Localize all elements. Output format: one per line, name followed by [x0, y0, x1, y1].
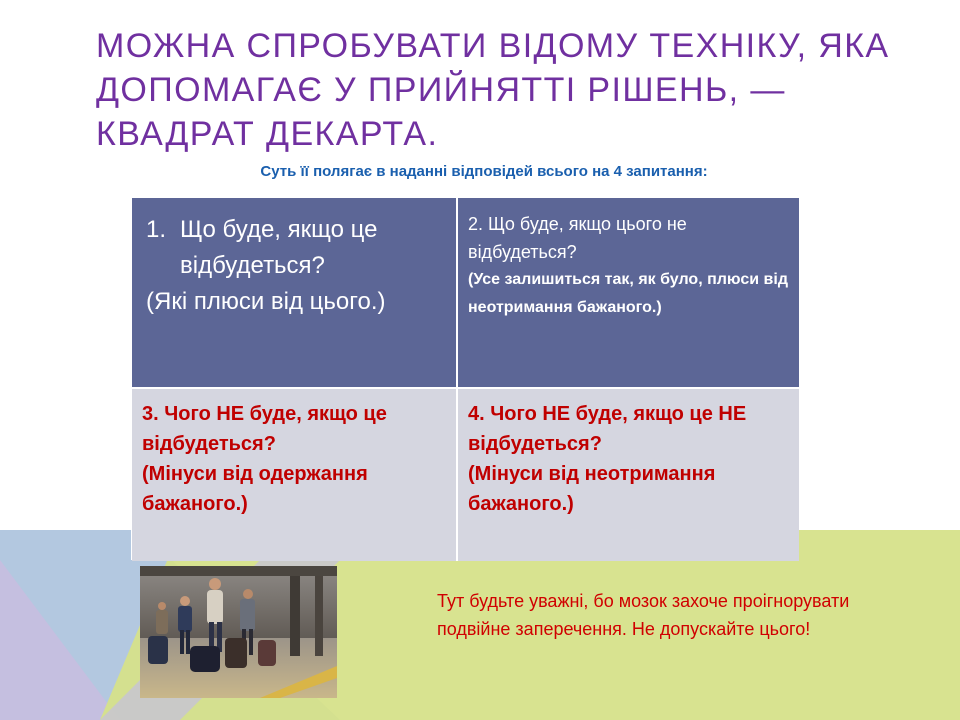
- subtitle-text: Суть її полягає в наданні відповідей всього на 4 запитання:: [260, 163, 708, 180]
- quadrant-2: [458, 198, 799, 389]
- quadrant-1-number: 1.: [146, 216, 167, 243]
- quadrant-4: [458, 389, 799, 561]
- bag-shape: [148, 636, 168, 664]
- quadrant-4-note: (Мінуси від неотримання бажаного.): [468, 463, 716, 515]
- quadrant-3-question: 3. Чого НЕ буде, якщо це відбудеться?: [142, 403, 387, 455]
- quadrant-3: [132, 389, 458, 561]
- quadrant-1-question: Що буде, якщо це відбудеться?: [180, 216, 378, 279]
- quadrant-1-note: (Які плюси від цього.): [146, 288, 386, 315]
- quadrant-1-item: [132, 212, 456, 284]
- quadrant-1: [132, 198, 458, 389]
- people-with-luggage-photo: [140, 566, 337, 698]
- slide-title: МОЖНА СПРОБУВАТИ ВІДОМУ ТЕХНІКУ, ЯКА ДОПОМАГАЄ У ПРИЙНЯТТІ РІШЕНЬ, — КВАДРАТ ДЕКАРТА.: [96, 27, 890, 153]
- warning-text: Тут будьте уважні, бо мозок захоче проігнорувати подвійне заперечення. Не допускайте цього!: [437, 591, 850, 639]
- descartes-square: [131, 197, 798, 560]
- photo-illustration: [140, 566, 337, 698]
- quadrant-3-note: (Мінуси від одержання бажаного.): [142, 463, 368, 515]
- quadrant-1-list: [132, 198, 456, 284]
- quadrant-4-question: 4. Чого НЕ буде, якщо це НЕ відбудеться?: [468, 403, 747, 455]
- bag-shape: [225, 638, 247, 668]
- quadrant-2-note: (Усе залишиться так, як було, плюси від неотримання бажаного.): [468, 271, 788, 316]
- quadrant-2-question: 2. Що буде, якщо цього не відбудеться?: [468, 214, 687, 262]
- bag-shape: [190, 646, 220, 672]
- bag-shape: [258, 640, 276, 666]
- slide-subtitle: [0, 163, 960, 180]
